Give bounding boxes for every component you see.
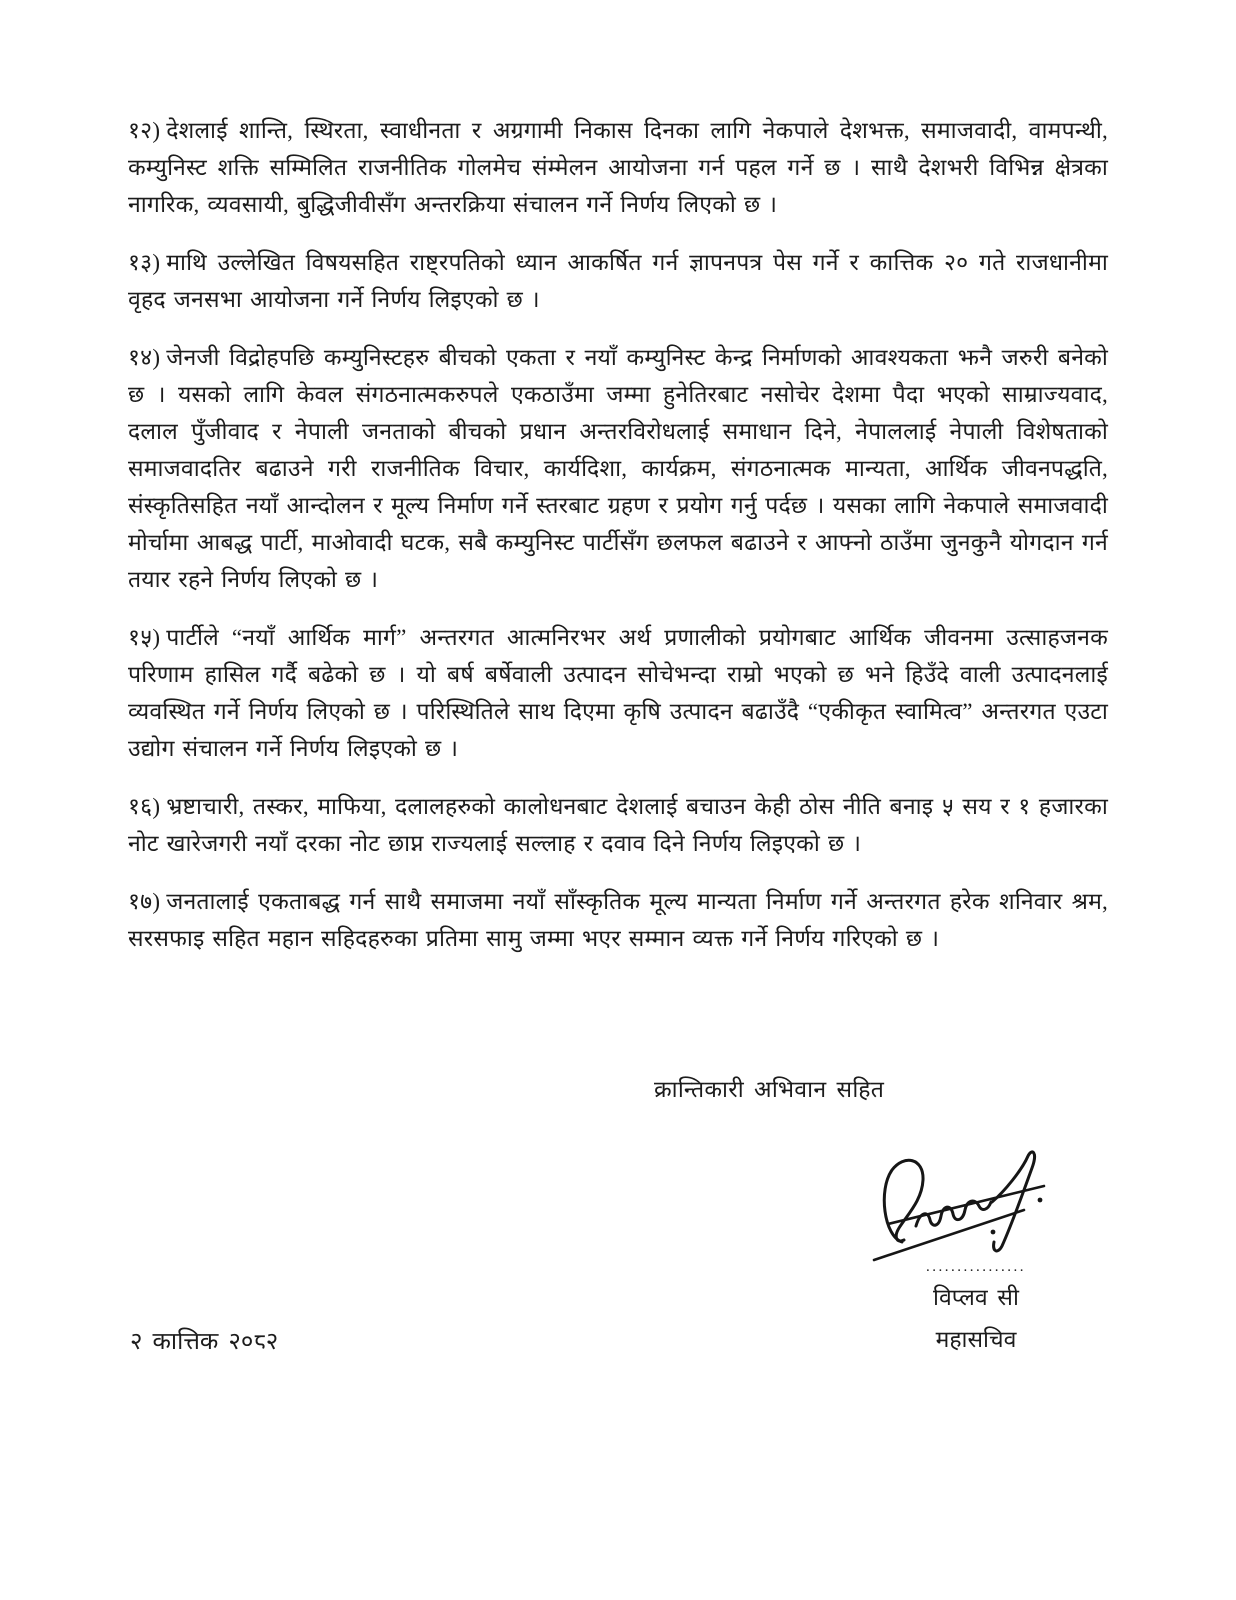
paragraph-12-number: १२) xyxy=(128,118,161,143)
paragraph-16-text: भ्रष्टाचारी, तस्कर, माफिया, दलालहरुको कालोधनबाट देशलाई बचाउन केही ठोस नीति बनाइ ५ सय र १ हजारका नोट खारेजगरी नयाँ दरका नोट छाप्न राज्यलाई सल्लाह र दवाव दिने निर्णय लिइएको छ । xyxy=(128,794,1108,856)
signatory-name: विप्लव सी xyxy=(933,1285,1019,1310)
signature-block xyxy=(868,1148,1084,1354)
paragraph-17 xyxy=(128,883,1108,957)
paragraph-16 xyxy=(128,788,1108,862)
paragraph-14 xyxy=(128,339,1108,598)
document-date: २ कात्तिक २०८२ xyxy=(130,1329,279,1355)
paragraph-16-number: १६) xyxy=(128,794,161,819)
closing-salutation: क्रान्तिकारी अभिवान सहित xyxy=(654,1077,885,1102)
paragraph-12-text: देशलाई शान्ति, स्थिरता, स्वाधीनता र अग्रगामी निकास दिनका लागि नेकपाले देशभक्त, समाजवादी, वामपन्थी, कम्युनिस्ट शक्ति सम्मिलित राजनीतिक गोलमेच संम्मेलन आयोजना गर्न पहल गर्ने छ । साथै देशभरी विभिन्न क्षेत्रका नागरिक, व्यवसायी, बुद्धिजीवीसँग अन्तरक्रिया संचालन गर्ने निर्णय लिएको छ । xyxy=(128,118,1108,217)
paragraph-14-number: १४) xyxy=(128,345,161,370)
paragraph-13-text: माथि उल्लेखित विषयसहित राष्ट्रपतिको ध्यान आकर्षित गर्न ज्ञापनपत्र पेस गर्ने र कात्तिक २० गते राजधानीमा वृहद जनसभा आयोजना गर्ने निर्णय लिइएको छ । xyxy=(128,250,1108,312)
paragraph-15-number: १५) xyxy=(128,625,161,650)
handwritten-signature-image xyxy=(872,1148,1080,1266)
signature-dotted-line: ................ xyxy=(926,1260,1026,1274)
paragraph-15 xyxy=(128,619,1108,767)
paragraph-13-number: १३) xyxy=(128,250,161,275)
paragraph-17-number: १७) xyxy=(128,889,161,914)
document-body xyxy=(128,112,1108,978)
paragraph-17-text: जनतालाई एकताबद्ध गर्न साथै समाजमा नयाँ साँस्कृतिक मूल्य मान्यता निर्माण गर्ने अन्तरगत हरेक शनिवार श्रम, सरसफाइ सहित महान सहिदहरुका प्रतिमा सामु जम्मा भएर सम्मान व्यक्त गर्ने निर्णय गरिएको छ । xyxy=(128,889,1108,951)
paragraph-13 xyxy=(128,244,1108,318)
paragraph-15-text: पार्टीले “नयाँ आर्थिक मार्ग” अन्तरगत आत्मनिरभर अर्थ प्रणालीको प्रयोगबाट आर्थिक जीवनमा उत्साहजनक परिणाम हासिल गर्दै बढेको छ । यो बर्ष बर्षेवाली उत्पादन सोचेभन्दा राम्रो भएको छ भने हिउँदे वाली उत्पादनलाई व्यवस्थित गर्ने निर्णय लिएको छ । परिस्थितिले साथ दिएमा कृषि उत्पादन बढाउँदै “एकीकृत स्वामित्व” अन्तरगत एउटा उद्योग संचालन गर्ने निर्णय लिइएको छ । xyxy=(128,625,1108,761)
paragraph-14-text: जेनजी विद्रोहपछि कम्युनिस्टहरु बीचको एकता र नयाँ कम्युनिस्ट केन्द्र निर्माणको आवश्यकता झनै जरुरी बनेको छ । यसको लागि केवल संगठनात्मकरुपले एकठाउँमा जम्मा हुनेतिरबाट नसोचेर देशमा पैदा भएको साम्राज्यवाद, दलाल पुँजीवाद र नेपाली जनताको बीचको प्रधान अन्तरविरोधलाई समाधान दिने, नेपाललाई नेपाली विशेषताको समाजवादतिर बढाउने गरी राजनीतिक विचार, कार्यदिशा, कार्यक्रम, संगठनात्मक मान्यता, आर्थिक जीवनपद्धति, संस्कृतिसहित नयाँ आन्दोलन र मूल्य निर्माण गर्ने स्तरबाट ग्रहण र प्रयोग गर्नु पर्दछ । यसका लागि नेकपाले समाजवादी मोर्चामा आबद्ध पार्टी, माओवादी घटक, सबै कम्युनिस्ट पार्टीसँग छलफल बढाउने र आफ्नो ठाउँमा जुनकुनै योगदान गर्न तयार रहने निर्णय लिएको छ । xyxy=(128,345,1108,592)
signatory-title: महासचिव xyxy=(935,1327,1017,1352)
paragraph-12 xyxy=(128,112,1108,223)
